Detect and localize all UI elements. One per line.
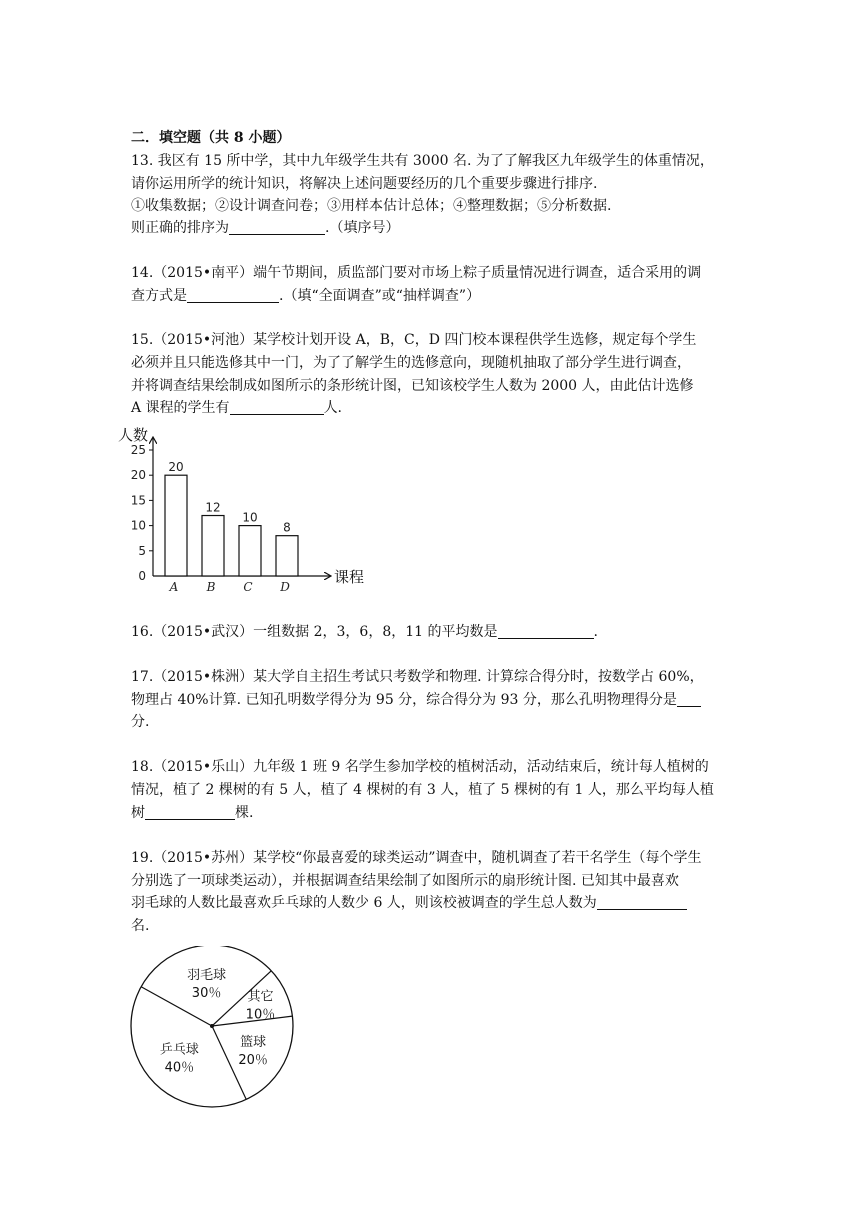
q13-line2: 请你运用所学的统计知识，将解决上述问题要经历的几个重要步骤进行排序. (131, 176, 598, 192)
bar-A (165, 475, 187, 576)
q15-line2: 必须并且只能选修其中一门，为了了解学生的选修意向，现随机抽取了部分学生进行调查， (131, 355, 691, 371)
q17-line3: 分. (131, 714, 150, 730)
bar-D (276, 536, 298, 576)
category-label: B (206, 580, 216, 594)
slice-label: 其它 (247, 989, 274, 1005)
q13-line4 (131, 218, 399, 238)
q14-line1: 14.（2015•南平）端午节期间，质监部门要对市场上粽子质量情况进行调查，适合采用的调 (131, 265, 702, 281)
q15-suffix: 人. (323, 400, 343, 416)
q14-line2 (131, 286, 480, 306)
pie-chart (126, 946, 302, 1114)
slice-percent: 40％ (164, 1060, 195, 1076)
bar-value-label: 12 (205, 500, 221, 515)
bar-chart (110, 420, 380, 600)
q17-answer-blank[interactable] (677, 690, 701, 707)
q18-line3 (131, 803, 253, 823)
q14-prefix: 查方式是 (131, 288, 187, 304)
q15-line1: 15.（2015•河池）某学校计划开设 A，B，C，D 四门校本课程供学生选修，规定每个学生 (131, 332, 697, 348)
slice-percent: 30％ (191, 985, 222, 1001)
q15-line4 (131, 398, 342, 418)
slice-percent: 20％ (238, 1052, 268, 1068)
x-axis-title: 课程 (334, 568, 365, 586)
category-label: A (169, 580, 179, 594)
q15-prefix: A 课程的学生有 (131, 400, 230, 416)
q16-suffix: . (593, 624, 598, 640)
slice-label: 羽毛球 (187, 967, 227, 983)
q17-line1: 17.（2015•株洲）某大学自主招生考试只考数学和物理. 计算综合得分时，按数学占 60%， (131, 669, 704, 685)
q18-suffix: 棵. (235, 805, 254, 821)
q16-prefix: 16.（2015•武汉）一组数据 2，3，6，8，11 的平均数是 (131, 624, 498, 640)
y-tick-label: 15 (130, 493, 146, 508)
slice-label: 篮球 (240, 1034, 267, 1050)
q13-prefix: 则正确的排序为 (131, 220, 229, 236)
y-axis-title: 人数 (118, 426, 149, 444)
bar-value-label: 8 (283, 520, 291, 535)
q16-line1 (131, 622, 598, 642)
q18-line2: 情况，植了 2 棵树的有 5 人，植了 4 棵树的有 3 人，植了 5 棵树的有 1 人，那么平均每人植 (131, 782, 714, 798)
q18-prefix: 树 (131, 805, 145, 821)
y-tick-label: 20 (130, 468, 146, 483)
category-label: C (243, 580, 253, 594)
q19-line4: 名. (131, 918, 150, 934)
q18-line1: 18.（2015•乐山）九年级 1 班 9 名学生参加学校的植树活动，活动结束后，统计每人植树的 (131, 759, 709, 775)
q17-prefix: 物理占 40%计算. 已知孔明数学得分为 95 分，综合得分为 93 分，那么孔明物理得分是 (131, 692, 677, 708)
q19-line3 (131, 893, 687, 913)
q15-answer-blank[interactable] (230, 398, 324, 415)
bar-C (239, 526, 261, 576)
q18-answer-blank[interactable] (145, 803, 235, 820)
q13-answer-blank[interactable] (229, 218, 325, 235)
y-tick-label: 5 (138, 543, 146, 558)
bar-value-label: 20 (168, 460, 184, 475)
q13-line3: ①收集数据；②设计调查问卷；③用样本估计总体；④整理数据；⑤分析数据. (131, 198, 612, 214)
slice-label: 乒乓球 (159, 1042, 199, 1058)
pie-center (210, 1024, 214, 1028)
q14-suffix: .（填“全面调查”或“抽样调查”） (279, 288, 481, 304)
section-title: 二．填空题（共 8 小题） (131, 130, 291, 146)
q17-line2 (131, 690, 701, 710)
slice-percent: 10％ (245, 1007, 276, 1023)
bar-value-label: 10 (242, 510, 258, 525)
q15-line3: 并将调查结果绘制成如图所示的条形统计图，已知该校学生人数为 2000 人，由此估计选修 (131, 378, 694, 394)
q19-answer-blank[interactable] (597, 893, 687, 910)
y-tick-label: 25 (130, 443, 146, 457)
y-tick-label: 10 (130, 518, 146, 533)
y-tick-label: 0 (138, 569, 146, 583)
q13-suffix: .（填序号） (325, 220, 400, 236)
q14-answer-blank[interactable] (187, 286, 279, 303)
q19-line2: 分别选了一项球类运动），并根据调查结果绘制了如图所示的扇形统计图. 已知其中最喜欢 (131, 873, 679, 889)
bar-B (202, 516, 224, 576)
q19-line1: 19.（2015•苏州）某学校“你最喜爱的球类运动”调查中，随机调查了若干名学生（每个学生 (131, 850, 702, 866)
q13-line1: 13. 我区有 15 所中学，其中九年级学生共有 3000 名. 为了了解我区九年级学生的体重情况， (131, 153, 714, 169)
q16-answer-blank[interactable] (498, 622, 594, 639)
q19-prefix: 羽毛球的人数比最喜欢乒乓球的人数少 6 人，则该校被调查的学生总人数为 (131, 895, 597, 911)
category-label: D (280, 580, 290, 594)
